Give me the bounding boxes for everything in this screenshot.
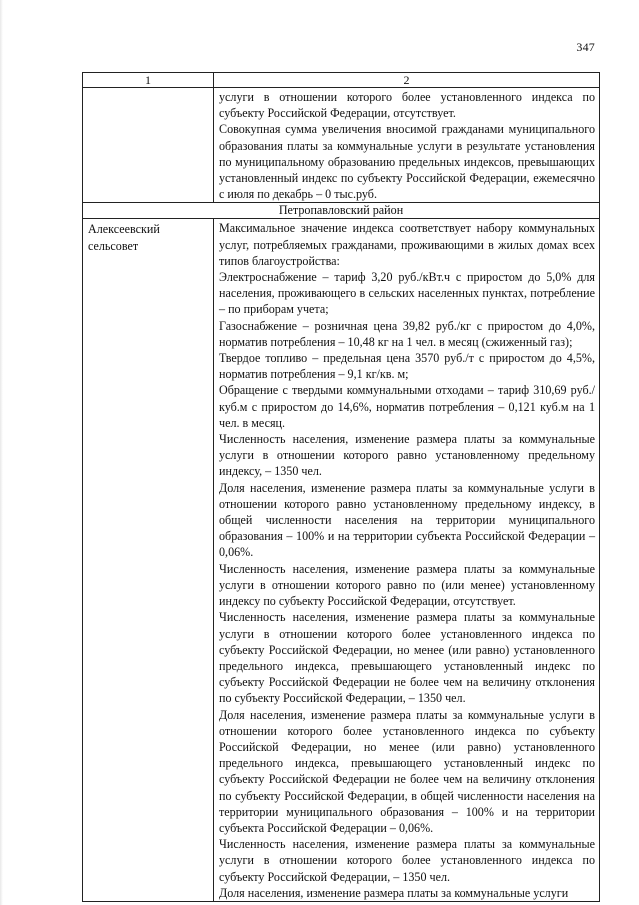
row-paragraph: Доля населения, изменение размера платы за коммунальные услуги в отношении которого более установленного индекса по субъекту Российской Федерации, но менее (или равно) установленного предельного индекса, превышающего установленный индекс по субъекту Российской Федерации не более чем на величину отклонения по субъекту Российской Федерации, в общей численности населения на территории муниципального образования – 100% и на территории субъекта Российской Федерации – 0,06%. [219,707,595,835]
row-paragraph: Электроснабжение – тариф 3,20 руб./кВт.ч с приростом до 5,0% для населения, проживающего в сельских населенных пунктах, потребление – по приборам учета; [219,270,595,317]
continuation-left-cell [83,88,214,203]
row-paragraph: Доля населения, изменение размера платы за коммунальные услуги в отношении которого равно установленному предельному индексу, в общей численности населения на территории муниципального образования – 100% и на территории субъекта Российской Федерации – 0,06%. [219,480,595,560]
row-paragraph: Численность населения, изменение размера платы за коммунальные услуги в отношении которого более установленного индекса по субъекту Российской Федерации, – 1350 чел. [219,837,595,884]
continuation-row [83,88,600,203]
section-row [83,203,600,219]
row-paragraph: Твердое топливо – предельная цена 3570 руб./т с приростом до 4,5%, норматив потребления – 9,1 кг/кв. м; [219,351,595,382]
continuation-text-cell [214,88,600,203]
row-paragraph: Доля населения, изменение размера платы за коммунальные услуги [219,885,569,900]
column-header-2: 2 [214,73,600,88]
municipality-row [83,219,600,902]
municipality-text-cell [214,219,600,902]
row-paragraph: Численность населения, изменение размера платы за коммунальные услуги в отношении которого равно установленному предельному индексу, – 1350 чел. [219,432,595,479]
row-paragraph: Обращение с твердыми коммунальными отходами – тариф 310,69 руб./куб.м с приростом до 14,6%, норматив потребления – 0,121 куб.м на 1 чел. в месяц. [219,383,595,430]
page-number: 347 [576,40,595,54]
scan-edge-shadow [0,0,3,905]
row-paragraph: Максимальное значение индекса соответствует набору коммунальных услуг, потребляемых гражданами, проживающими в жилых домах всех типов благоустройства: [219,221,595,268]
table-header-row [83,73,600,88]
municipality-name: Алексеевский сельсовет [83,219,214,902]
column-header-1: 1 [83,73,214,88]
continuation-paragraph: услуги в отношении которого более установленного индекса по субъекту Российской Федерации, отсутствует. [219,90,595,121]
row-paragraph: Численность населения, изменение размера платы за коммунальные услуги в отношении которого более установленного индекса по субъекту Российской Федерации, но менее (или равно) установленного предельного индекса, превышающего установленный индекс по субъекту Российской Федерации не более чем на величину отклонения по субъекту Российской Федерации, – 1350 чел. [219,610,595,706]
row-paragraph: Численность населения, изменение размера платы за коммунальные услуги в отношении которого равно по (или менее) установленному индексу по субъекту Российской Федерации, отсутствует. [219,561,595,609]
section-title: Петропавловский район [83,203,600,219]
row-paragraph: Газоснабжение – розничная цена 39,82 руб./кг с приростом до 4,0%, норматив потребления – 10,48 кг на 1 чел. в месяц (сжиженный газ); [219,318,595,349]
continuation-paragraph: Совокупная сумма увеличения вносимой гражданами муниципального образования платы за коммунальные услуги в результате установления по муниципальному образованию предельных индексов, превышающих установленный индекс по субъекту Российской Федерации, ежемесячно с июля по декабрь – 0 тыс.руб. [219,122,595,202]
document-table [82,72,600,902]
